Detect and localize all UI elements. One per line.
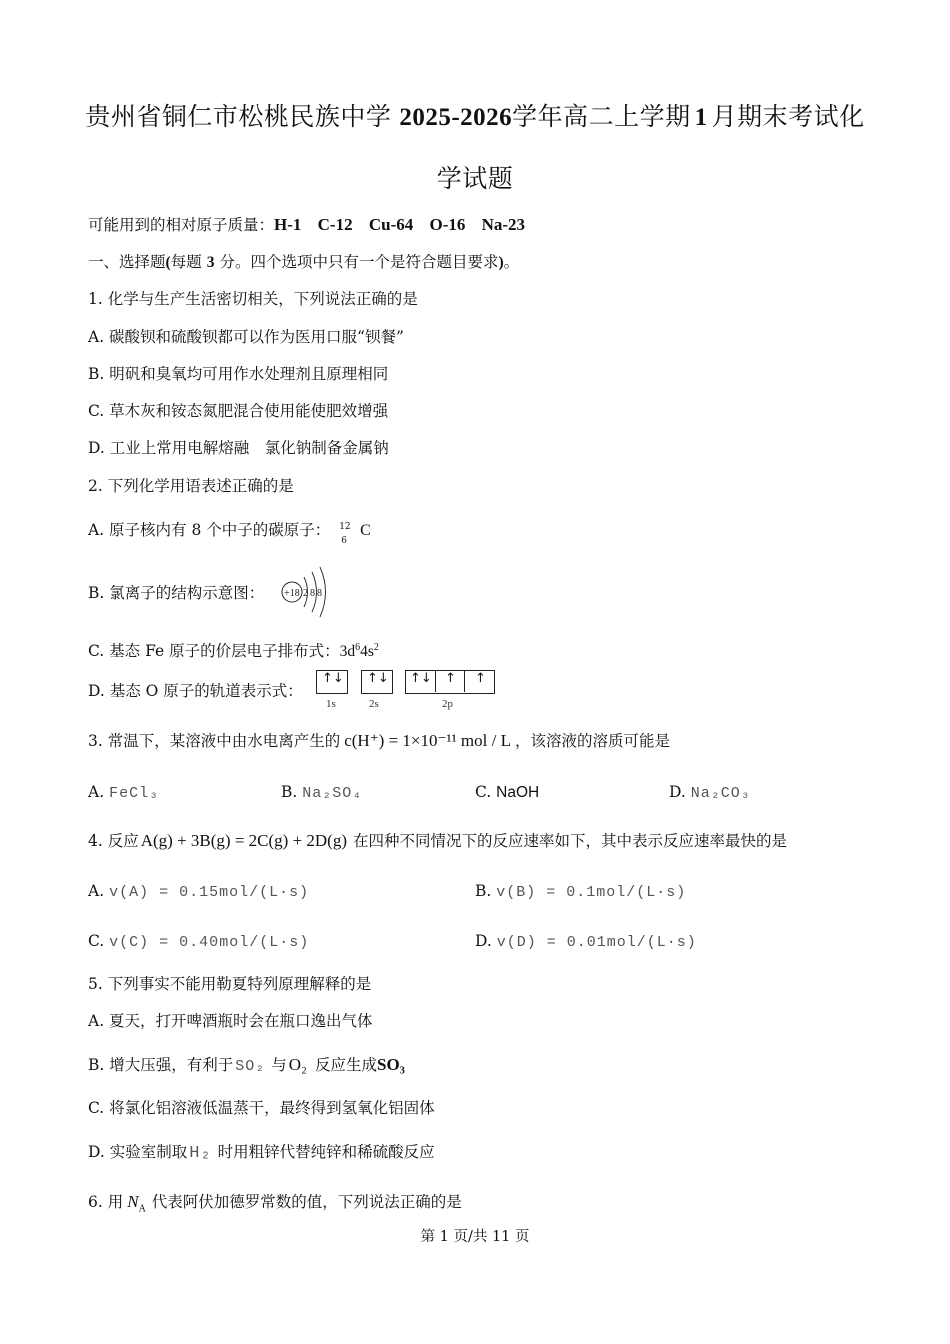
q4-a-rate: v(A) = 0.15mol/(L·s) <box>109 884 310 901</box>
q3-concentration: c(H⁺) = 1×10⁻¹¹ mol / L <box>344 731 511 750</box>
q5-d-h2: H₂ <box>189 1144 212 1163</box>
atomic-mass-line <box>88 214 525 236</box>
q4-stem-post: 在四种不同情况下的反应速率如下，其中表示反应速率最快的是 <box>353 832 788 850</box>
fe-config <box>340 643 379 660</box>
isotope-symbol: C <box>360 522 371 539</box>
q4-stem <box>88 830 787 852</box>
section-paren-open: ( <box>165 254 171 271</box>
config-4s: 4s <box>360 643 374 661</box>
q6-stem-post: 代表阿伏加德罗常数的值，下列说法正确的是 <box>151 1193 462 1211</box>
label-1s: 1s <box>326 698 336 710</box>
q2-stem: 2. 下列化学用语表述正确的是 <box>88 477 294 495</box>
q5-b-so3: SO₃ <box>377 1055 405 1074</box>
q3-stem <box>88 730 670 752</box>
q5-b-so2: SO₂ <box>235 1058 266 1075</box>
q3-option-d <box>669 781 751 805</box>
q6-stem <box>88 1191 462 1220</box>
q5-option-b <box>88 1054 405 1078</box>
q4-a-label: A. <box>88 882 105 900</box>
shell-electron-counts: 288 <box>303 588 324 599</box>
config-3d: 3d <box>339 643 356 661</box>
section-prefix: 一、选择题 <box>88 253 166 271</box>
q4-option-a <box>88 880 309 904</box>
q3-option-b <box>281 781 362 805</box>
q2-option-b <box>88 582 264 604</box>
carbon-isotope <box>335 520 351 546</box>
q2-option-d <box>88 680 303 702</box>
title-year: 2025-2026 <box>399 104 513 131</box>
isotope-mass-number: 12 <box>339 522 351 532</box>
page-footer: 第 1 页/共 11 页 <box>420 1229 530 1245</box>
page-title-line2: 学试题 <box>436 164 514 193</box>
q3-stem-pre: 3. 常温下，某溶液中由水电离产生的 <box>88 732 341 750</box>
q1-option-b: B. 明矾和臭氧均可用作水处理剂且原理相同 <box>88 365 389 383</box>
config-4s-count: 2 <box>373 642 379 653</box>
q2-d-text: D. 基态 O 原子的轨道表示式： <box>88 682 303 700</box>
section-end: 。 <box>503 253 520 271</box>
q5-b-o2: O₂ <box>288 1055 307 1074</box>
section-points: 3 <box>206 254 215 271</box>
q5-option-d <box>88 1141 435 1165</box>
section-heading <box>88 251 519 274</box>
q3-a-formula: FeCl₃ <box>109 785 160 802</box>
avogadro-symbol <box>127 1192 146 1215</box>
title-end: 月期末考试化 <box>711 102 865 131</box>
q4-stem-pre: 4. 反应 <box>88 832 139 850</box>
q4-d-rate: v(D) = 0.01mol/(L·s) <box>496 934 697 951</box>
atomic-mass-values: H-1 C-12 Cu-64 O-16 Na-23 <box>274 215 526 234</box>
orbital-2s-arrows: ↑↓ <box>367 671 389 686</box>
q5-d-post: 时用粗锌代替纯锌和稀硫酸反应 <box>217 1143 435 1161</box>
title-month: 1 <box>694 104 708 131</box>
label-2p: 2p <box>442 698 453 710</box>
section-mid1: 每题 <box>170 253 202 271</box>
q2-option-c <box>88 637 379 663</box>
q3-d-formula: Na₂CO₃ <box>690 785 751 802</box>
atomic-mass-label: 可能用到的相对原子质量： <box>88 216 275 234</box>
q6-stem-pre: 6. 用 <box>88 1193 124 1211</box>
orbital-2p1-arrows: ↑↓ <box>410 671 432 686</box>
q4-c-rate: v(C) = 0.40mol/(L·s) <box>109 934 310 951</box>
q5-b-pre: B. 增大压强，有利于 <box>88 1056 234 1074</box>
orbital-2p2-arrow: ↑ <box>445 671 456 686</box>
q1-stem: 1. 化学与生产生活密切相关，下列说法正确的是 <box>88 290 418 308</box>
q2-b-text: B. 氯离子的结构示意图： <box>88 584 265 602</box>
q4-c-label: C. <box>88 932 105 950</box>
orbital-1s-arrows: ↑↓ <box>322 671 344 686</box>
q2-option-a <box>88 519 371 546</box>
q4-option-b <box>475 880 686 904</box>
q5-option-a: A. 夏天，打开啤酒瓶时会在瓶口逸出气体 <box>88 1012 373 1030</box>
q3-c-label: C. <box>475 783 492 801</box>
q5-stem: 5. 下列事实不能用勒夏特列原理解释的是 <box>88 975 372 993</box>
section-mid2: 分。四个选项中只有一个是符合题目要求 <box>219 253 499 271</box>
q1-option-a: A. 碳酸钡和硫酸钡都可以作为医用口服“钡餐” <box>88 328 404 346</box>
title-school: 贵州省铜仁市松桃民族中学 <box>85 102 392 131</box>
config-3d-count: 6 <box>355 642 361 653</box>
q5-b-post: 反应生成 <box>315 1056 378 1074</box>
label-2s: 2s <box>369 698 379 710</box>
q3-a-label: A. <box>88 783 105 801</box>
q2-a-text: A. 原子核内有 8 个中子的碳原子： <box>88 521 331 539</box>
q3-option-c <box>475 781 539 804</box>
avogadro-sub: A <box>138 1203 146 1215</box>
q1-option-d: D. 工业上常用电解熔融 氯化钠制备金属钠 <box>88 439 389 457</box>
q3-stem-post: ，该溶液的溶质可能是 <box>514 732 670 750</box>
q3-b-formula: Na₂SO₄ <box>302 785 363 802</box>
q4-d-label: D. <box>475 932 492 950</box>
q5-d-pre: D. 实验室制取 <box>88 1143 188 1161</box>
q1-option-c: C. 草木灰和铵态氮肥混合使用能使肥效增强 <box>88 402 389 420</box>
nucleus-charge: +18 <box>284 588 300 599</box>
q3-b-label: B. <box>281 783 298 801</box>
q5-option-c: C. 将氯化铝溶液低温蒸干，最终得到氢氧化铝固体 <box>88 1099 435 1117</box>
q4-b-label: B. <box>475 882 492 900</box>
q4-reaction: A(g) + 3B(g) = 2C(g) + 2D(g) <box>140 831 348 850</box>
q3-d-label: D. <box>669 783 686 801</box>
q3-c-formula: NaOH <box>496 784 540 801</box>
avogadro-n: N <box>127 1192 139 1211</box>
q4-b-rate: v(B) = 0.1mol/(L·s) <box>496 884 687 901</box>
orbital-2p3-arrow: ↑ <box>475 671 486 686</box>
q4-option-c <box>88 930 309 954</box>
q5-b-mid: 与 <box>271 1056 287 1074</box>
q4-option-d <box>475 930 697 954</box>
section-paren-close: ) <box>498 254 504 271</box>
isotope-atomic-number: 6 <box>341 536 347 546</box>
title-mid: 学年高二上学期 <box>512 102 691 131</box>
q3-option-a <box>88 781 159 805</box>
chloride-ion-diagram <box>278 565 340 621</box>
q2-c-text: C. 基态 Fe 原子的价层电子排布式： <box>88 642 340 661</box>
page-title-line1 <box>60 94 890 141</box>
